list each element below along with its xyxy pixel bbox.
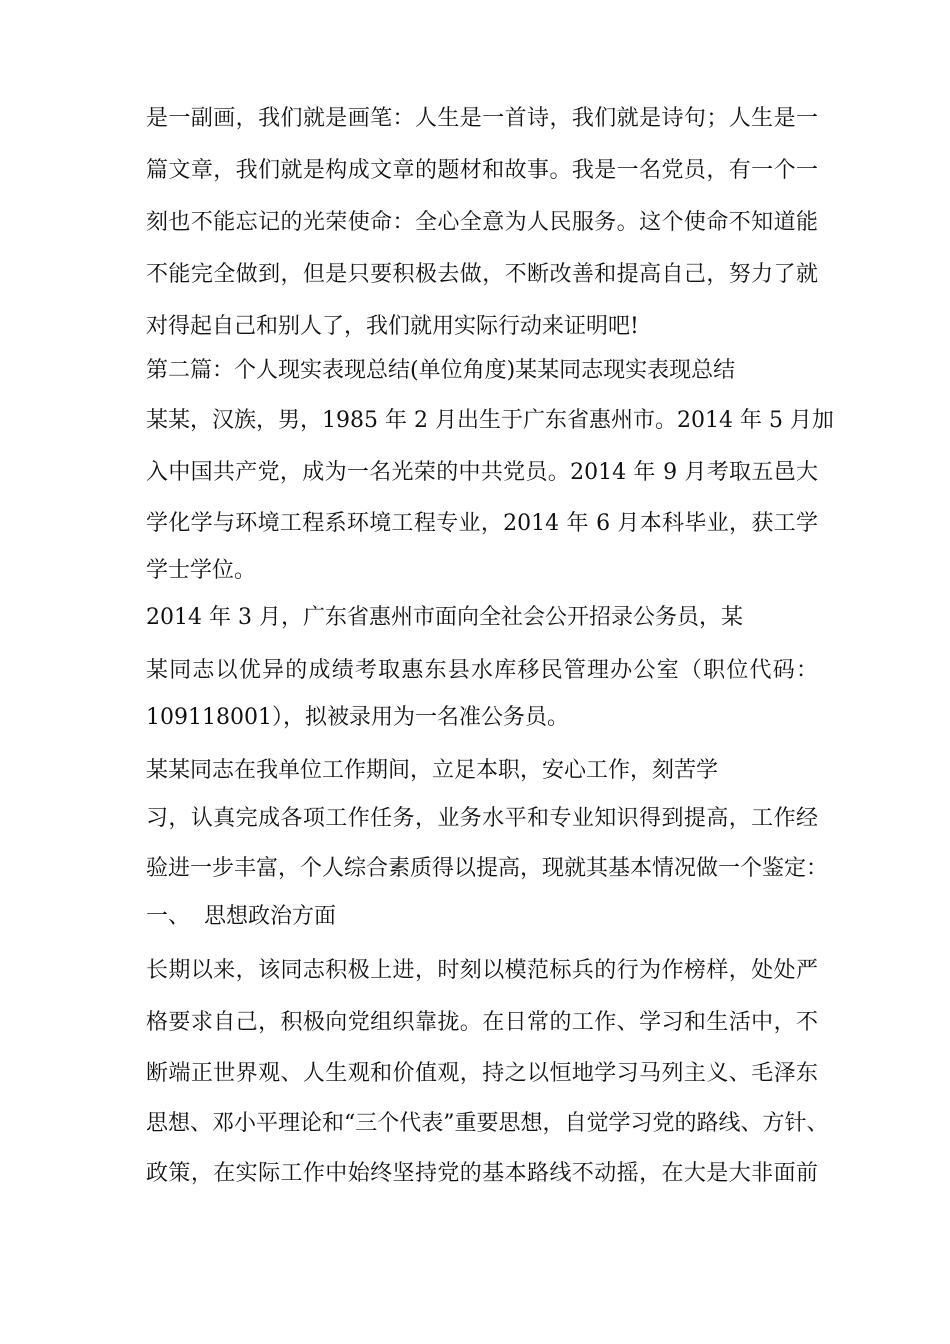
paragraph-1-line-2: 篇文章，我们就是构成文章的题材和故事。我是一名党员，有一个一 bbox=[146, 158, 818, 183]
section-heading bbox=[146, 903, 336, 931]
section-number: 一、 bbox=[146, 904, 191, 929]
chapter-heading: 第二篇：个人现实表现总结(单位角度)某某同志现实表现总结 bbox=[146, 358, 736, 383]
paragraph-3-line-2: 某同志以优异的成绩考取惠东县水库移民管理办公室（职位代码： bbox=[146, 658, 818, 683]
paragraph-1-line-4: 不能完全做到，但是只要积极去做，不断改善和提高自己，努力了就 bbox=[146, 262, 818, 287]
paragraph-4-line-1: 某某同志在我单位工作期间，立足本职，安心工作，刻苦学 bbox=[146, 758, 719, 783]
paragraph-5-line-5: 政策，在实际工作中始终坚持党的基本路线不动摇，在大是大非面前 bbox=[146, 1161, 818, 1186]
paragraph-3-line-1: 2014 年 3 月，广东省惠州市面向全社会公开招录公务员，某 bbox=[146, 605, 743, 630]
paragraph-4-line-2: 习，认真完成各项工作任务，业务水平和专业知识得到提高，工作经 bbox=[146, 806, 818, 831]
paragraph-5-line-3: 断端正世界观、人生观和价值观，持之以恒地学习马列主义、毛泽东 bbox=[146, 1061, 818, 1086]
paragraph-5-line-4: 思想、邓小平理论和“三个代表”重要思想，自觉学习党的路线、方针、 bbox=[146, 1111, 829, 1136]
paragraph-2-line-3: 学化学与环境工程系环境工程专业，2014 年 6 月本科毕业，获工学 bbox=[146, 511, 818, 536]
section-title: 思想政治方面 bbox=[204, 904, 337, 929]
paragraph-5-line-2: 格要求自己，积极向党组织靠拢。在日常的工作、学习和生活中，不 bbox=[146, 1010, 818, 1035]
paragraph-2-line-1: 某某，汉族，男，1985 年 2 月出生于广东省惠州市。2014 年 5 月加 bbox=[146, 408, 834, 433]
paragraph-1-line-5: 对得起自己和别人了，我们就用实际行动来证明吧! bbox=[146, 314, 639, 339]
paragraph-3-line-3: 109118001），拟被录用为一名准公务员。 bbox=[146, 705, 569, 730]
paragraph-5-line-1: 长期以来，该同志积极上进，时刻以模范标兵的行为作榜样，处处严 bbox=[146, 958, 818, 983]
paragraph-2-line-2: 入中国共产党，成为一名光荣的中共党员。2014 年 9 月考取五邑大 bbox=[146, 460, 818, 485]
paragraph-2-line-4: 学士学位。 bbox=[146, 558, 257, 583]
paragraph-1-line-1: 是一副画，我们就是画笔：人生是一首诗，我们就是诗句；人生是一 bbox=[146, 106, 818, 131]
paragraph-4-line-3: 验进一步丰富，个人综合素质得以提高，现就其基本情况做一个鉴定： bbox=[146, 856, 829, 881]
paragraph-1-line-3: 刻也不能忘记的光荣使命：全心全意为人民服务。这个使命不知道能 bbox=[146, 210, 818, 235]
